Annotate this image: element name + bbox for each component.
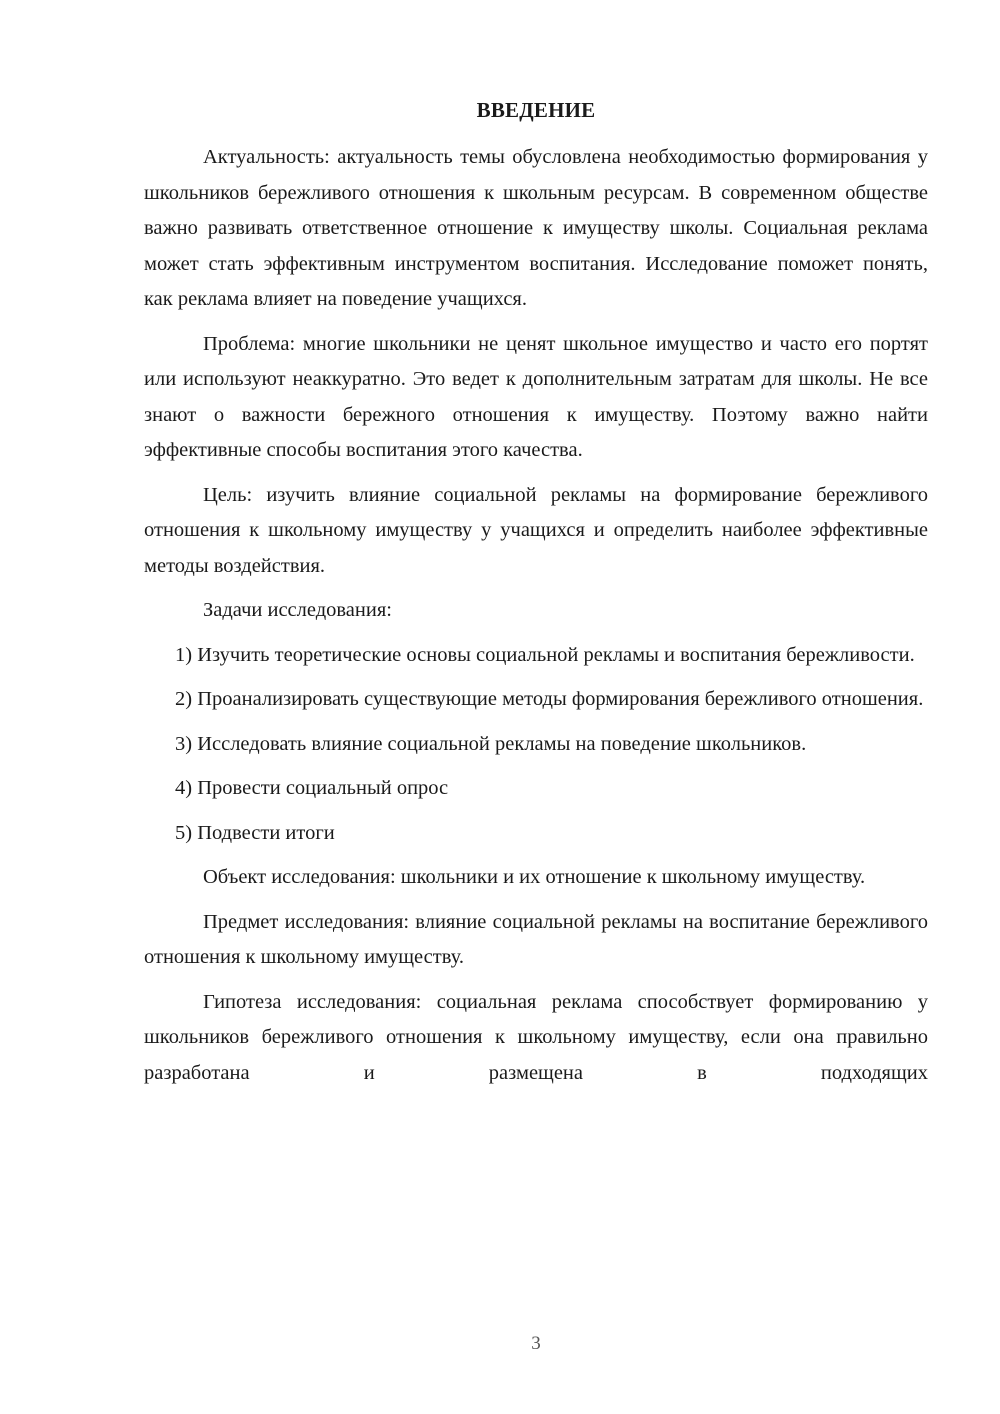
page-number: 3	[531, 1333, 541, 1354]
task-item-5: 5) Подвести итоги	[175, 821, 335, 844]
task-item-2: 2) Проанализировать существующие методы формирования бережливого отношения.	[175, 688, 924, 710]
paragraph-hypothesis: Гипотеза исследования: социальная реклама способствует формированию у школьников бережливого отношения к школьному имуществу, если она правильно разработана и размещена в подходящих	[144, 990, 928, 1084]
paragraph-relevance: Актуальность: актуальность темы обусловлена необходимостью формирования у школьников бережливого отношения к школьным ресурсам. В современном обществе важно развивать ответственное отношение к имуществу школы. Социальная реклама может стать эффективным инструментом воспитания. Исследование поможет понять, как реклама влияет на поведение учащихся.	[144, 146, 928, 310]
task-item-4: 4) Провести социальный опрос	[175, 777, 449, 799]
task-item-3: 3) Исследовать влияние социальной рекламы на поведение школьников.	[175, 732, 807, 755]
paragraph-object: Объект исследования: школьники и их отношение к школьному имуществу.	[203, 866, 866, 888]
paragraph-tasks-heading: Задачи исследования:	[203, 599, 392, 621]
paragraph-subject: Предмет исследования: влияние социальной рекламы на воспитание бережливого отношения к школьному имуществу.	[144, 910, 928, 968]
task-item-1: 1) Изучить теоретические основы социальной рекламы и воспитания бережливости.	[175, 643, 915, 666]
paragraph-goal: Цель: изучить влияние социальной рекламы на формирование бережливого отношения к школьному имуществу у учащихся и определить наиболее эффективные методы воздействия.	[144, 483, 928, 577]
paragraph-problem: Проблема: многие школьники не ценят школьное имущество и часто его портят или используют неаккуратно. Это ведет к дополнительным затратам для школы. Не все знают о важности бережного отношения к имуществу. Поэтому важно найти эффективные способы воспитания этого качества.	[144, 332, 928, 461]
document-page	[144, 92, 928, 1100]
section-title: ВВЕДЕНИЕ	[476, 98, 596, 122]
